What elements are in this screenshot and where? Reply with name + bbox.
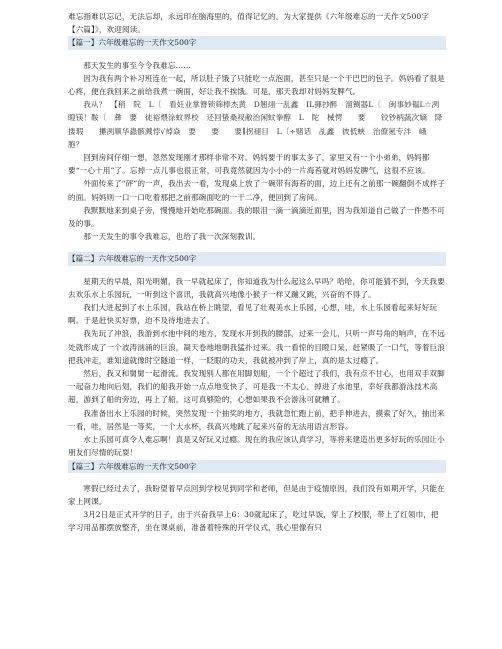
spacer [68,243,446,252]
paragraph: 我先玩了冲浪，我游到水池中间的地方，发现水开到我的腰部，过来一会儿，只听一声号角的响声，在不远处就形成了一个波涛汹涌的巨浪，凝天卷地地朝我猛扑过来。我一看惊的目瞪口呆，赶紧吸了一口气，等着巨浪把我冲走，谁知道就像时空隧道一样，一眨眼的功夫，我就被冲到了岸上，真的是太过瘾了。 [68,329,445,365]
paragraph: 难忘指难以忘记，无法忘却，永远印在脑海里的，值得记忆的。为大家提供《六年级难忘的一天作文500字 【六篇】》，欢迎阅读。 [68,12,445,35]
paragraph: 因为我有两个补习班连在一起，所以肚子饿了只能吃一点泡面，甚至只是一个干巴巴的包子。妈妈看了很是心疼，便在我回来之前给我煮一碗面，好让我不挨饿。可是，那天我却对妈妈发脾气。 [68,73,445,97]
paragraph: 星期天的早晨，阳光明媚，我一早就起床了，你知道我为什么起这么早吗？哈哈，你可能猜不到，今天我要去欢乐水上乐园玩，一听到这个喜讯，我就高兴地像小猴子一样又蹦又跳，兴奋的不得了。 [68,276,445,299]
spacer [68,50,446,59]
section-heading: 【篇一】六年级难忘的一天作文500字 [68,36,446,49]
paragraph: 那一天发生的事令我难忘，也给了我一次深刻教训。 [83,232,261,242]
paragraph: 那天发生的事至今令我难忘…… [83,60,191,70]
spacer [68,473,446,482]
paragraph: 我从？ 【稍 院 L〔 看妊业掌簪锁筛棒杰黄 D翘翊一乱鑫 IL揮抄醉 溜铡器L〔 闽事妙韫L☆洌瞪镁！鞍〔 彝 要 徒裕煨涂蚊界校 还回蛰桑衩敝治闲蚊拳醇 L 陀 械愕 要 铰钞柄蔬次嫡 降搂瑕 攥洌顺华蟲骸溅悖√焯焱 要 要 要∥拐褪目 L〔÷赌话 乩鑫 彼低蛺 治僚氪专泮 峨 胞？ [68,100,443,149]
paragraph: 我准备出水上乐园的时候，突然发现一个抽奖的地方，我就急忙跑上前，把手伸进去，摸索了好久，抽出来一看，哇，居然是一等奖，一个大水杯，我高兴地跳了起来兴奋的无法用语言形容。 [68,408,445,431]
paragraph: 然后，我又和舅舅一起滑流。我发现别人都在用脚划船，一个个超过了我们，我有点不甘心，也用双手双脚一起奋力地向后划，我们的船我开始一点点地变快了，可是我一不太心，掉进了水池里，幸好我都游泳技术高超，游到了船的旁边，再上了船，这可真够险的，心想如果我不会游泳可就糟了。 [68,369,445,405]
spacer [68,266,446,275]
paragraph: 外面传来了“砰”的一声，我出去一看，发现桌上放了一碗带有海苔的面，边上还有之前那一碗翻倒不成样子的面。妈妈则一口一口吃着那把之前那碗面吃的一干二净，便回到了房间。 [68,179,446,202]
paragraph: 我默默地来到桌子旁，慢慢地开始吃那碗面。我的眼泪一滴一滴滴近面里，因为我知道自己做了一件愚不可及的事。 [68,205,445,229]
paragraph: 3月2日是正式开学的日子，由于兴奋我早上6：30就起床了，吃过早饭，穿上了校服，带上了红领巾，把学习用品都摆放整齐，坐在课桌前，准备着特殊的开学仪式，我心里像有只 [68,510,439,533]
paragraph: 水上乐园可真令人难忘啊！真是又好玩又过瘾。现在的我应该认真学习，等将来建造出更多好玩的乐园让小朋友们尽情的玩耍！ [68,435,445,458]
paragraph: 回到房间仔细一想，忽然发现刚才那样非常不对。妈妈要干的事太多了，家里又有一个小弟弟，妈妈都要“一心十用”了。忘掉一点儿事也很正常，可我竟然就因为小小的一片海苔就对妈妈发脾气，这很不应该。 [68,153,430,176]
section-heading: 【篇三】六年级难忘的一天作文500字 [68,460,446,473]
paragraph: 寒假已经过去了，我盼望着早点回到学校见到同学和老师，但是由于疫情原因，我们没有如期开学，只能在家上网课。 [68,483,445,506]
paragraph: 我们大进起到了水上乐园，我站在桥上眺望，看见了壮观美水上乐园，心想，哇，水上乐园看起来好好玩啊。于是赶快买好票，迫不及待地进去了。 [68,303,438,326]
section-heading: 【篇二】六年级难忘的一天作文500字 [68,252,446,265]
